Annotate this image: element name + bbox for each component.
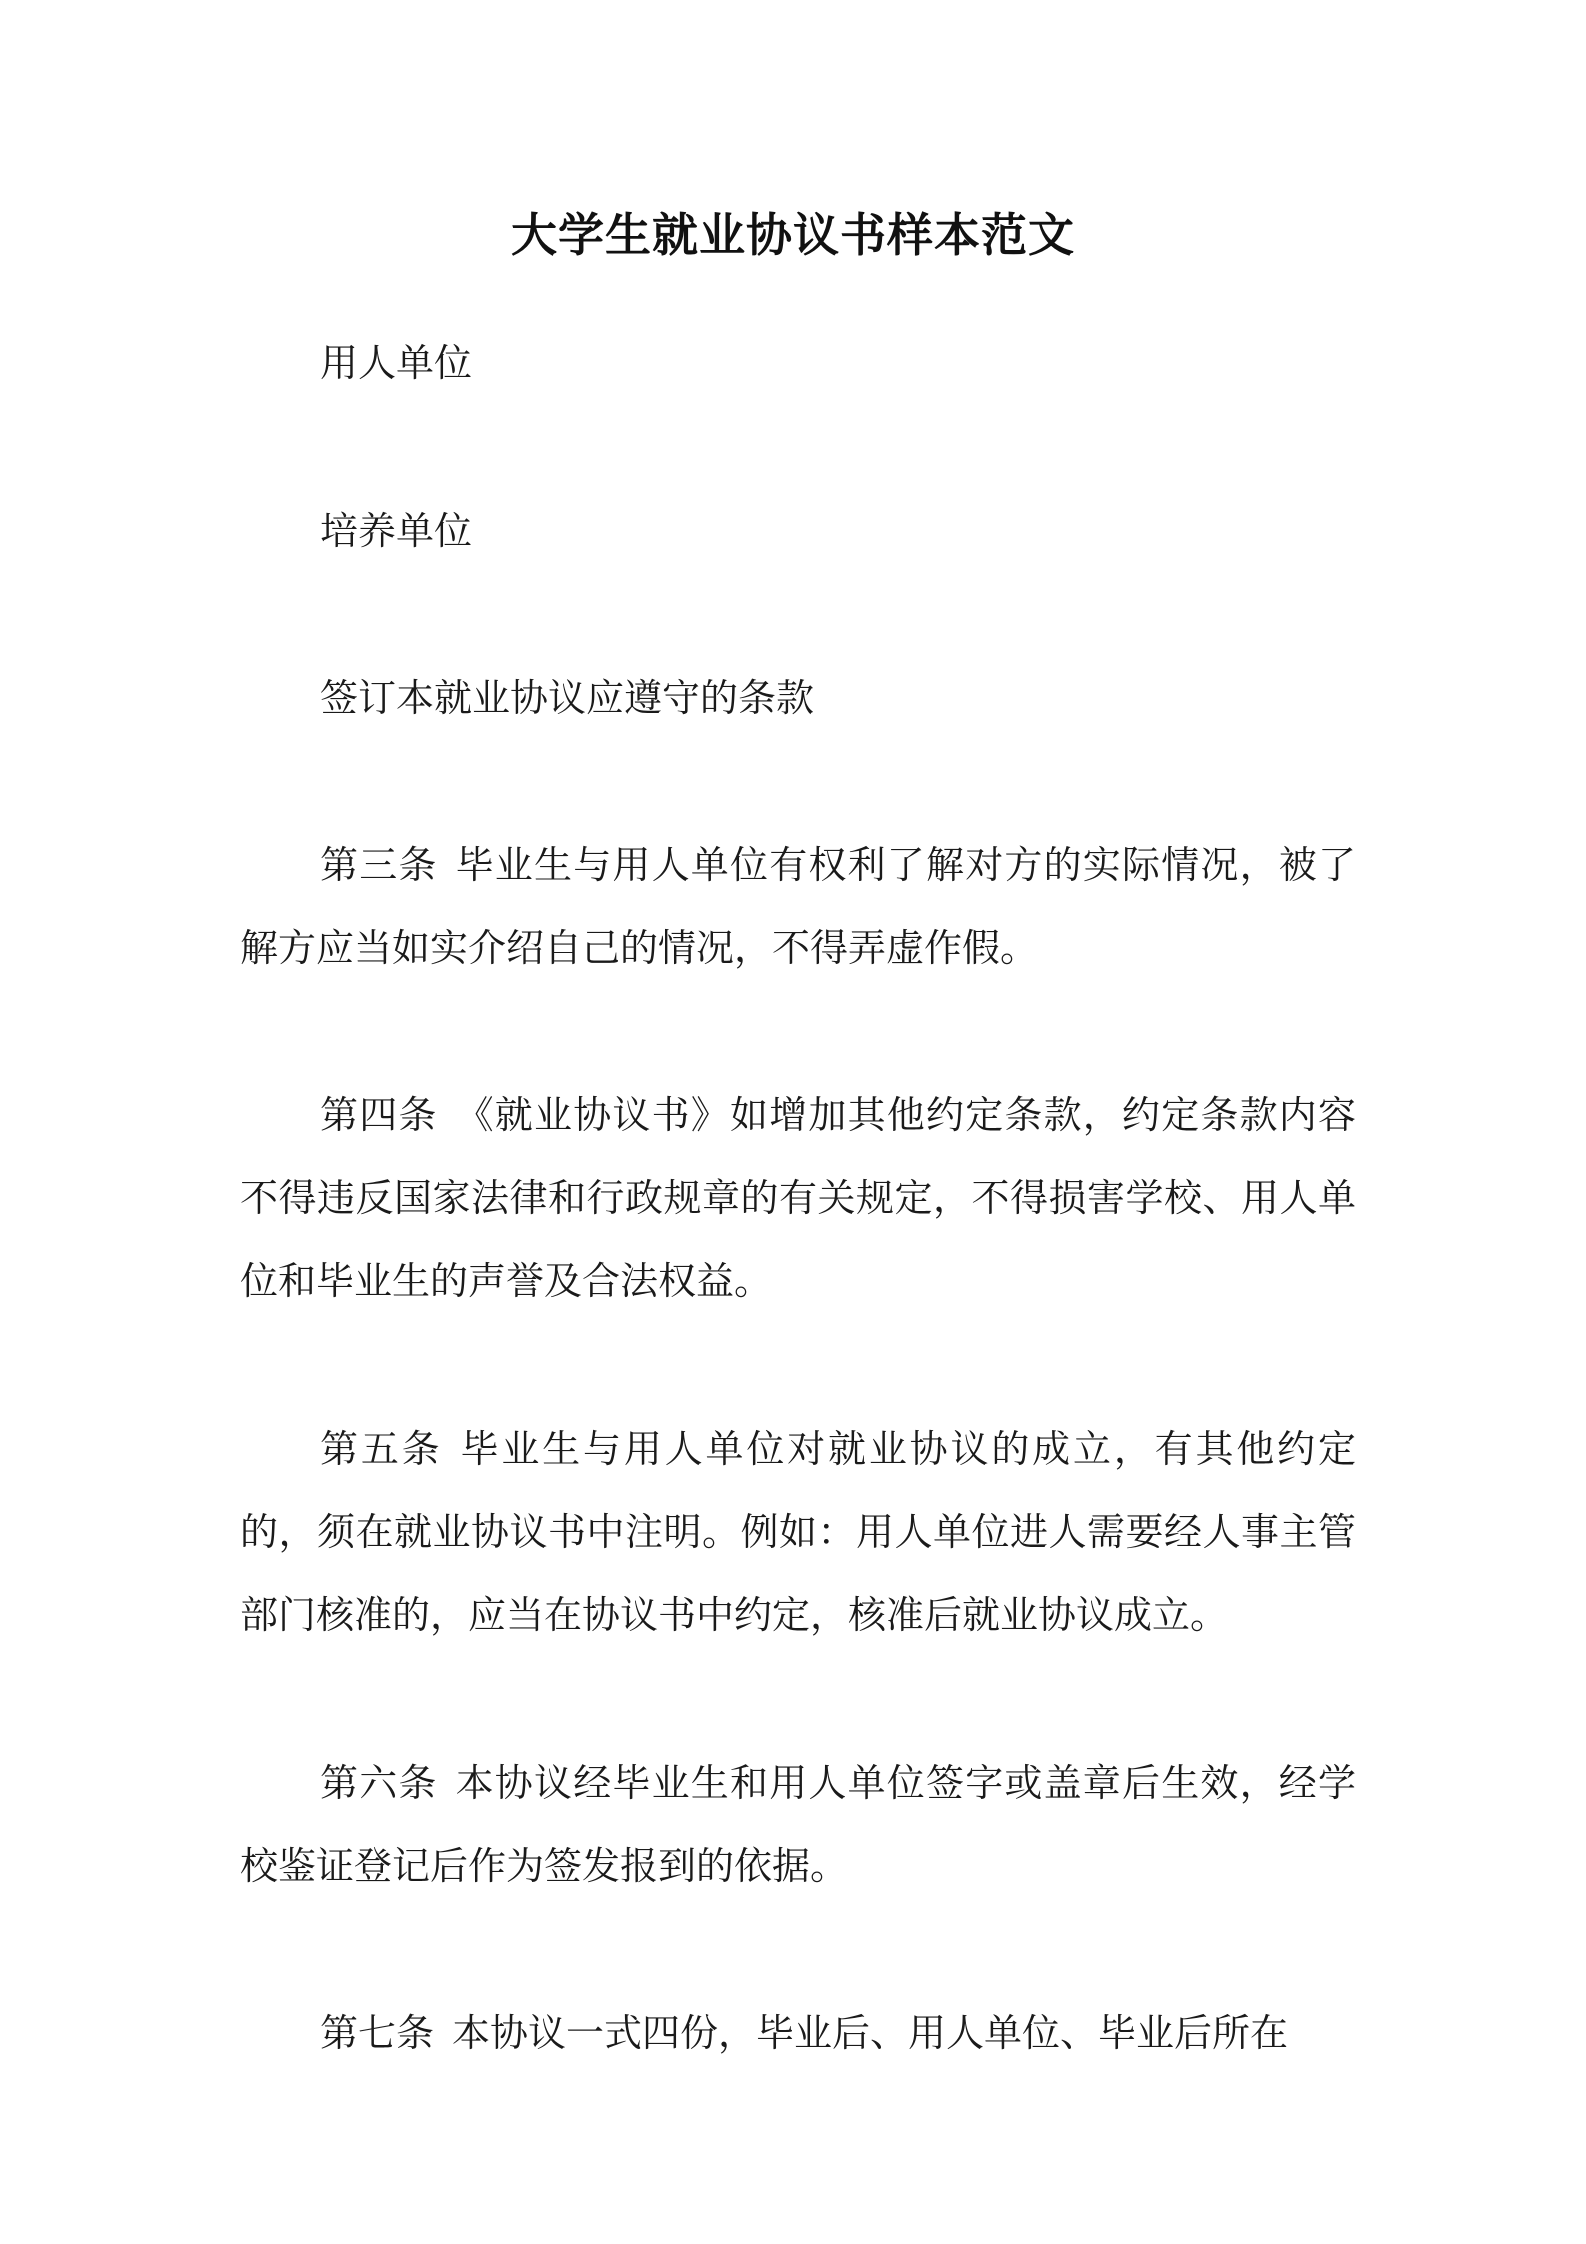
article-7-head: 第七条: [320, 2011, 435, 2055]
article-6-text: 本协议经毕业生和用人单位签字或盖章后生效，经学校鉴证登记后作为签发报到的依据。: [240, 1761, 1356, 1888]
article-3-head: 第三条: [320, 843, 438, 887]
article-5-head: 第五条: [320, 1427, 443, 1471]
article-4-text: 《就业协议书》如增加其他约定条款，约定条款内容不得违反国家法律和行政规章的有关规定，不得损害学校、用人单位和毕业生的声誉及合法权益。: [240, 1093, 1356, 1303]
article-3-text: 毕业生与用人单位有权利了解对方的实际情况，被了解方应当如实介绍自己的情况，不得弄虚作假。: [240, 843, 1356, 970]
article-6-head: 第六条: [320, 1761, 438, 1805]
article-4: [240, 1074, 1356, 1323]
employer-label: 用人单位: [320, 341, 473, 385]
article-7: [240, 1992, 1356, 2075]
article-6: [240, 1742, 1356, 1908]
terms-intro-label: 签订本就业协议应遵守的条款: [320, 676, 815, 720]
document-title: 大学生就业协议书样本范文: [511, 208, 1075, 262]
article-3: [240, 824, 1356, 990]
article-5-text: 毕业生与用人单位对就业协议的成立，有其他约定的，须在就业协议书中注明。例如：用人单位进人需要经人事主管部门核准的，应当在协议书中约定，核准后就业协议成立。: [240, 1427, 1356, 1637]
article-4-head: 第四条: [320, 1093, 438, 1137]
training-unit-label: 培养单位: [320, 509, 473, 553]
article-5: [240, 1408, 1356, 1657]
article-7-text: 本协议一式四份，毕业后、用人单位、毕业后所在: [452, 2011, 1289, 2055]
